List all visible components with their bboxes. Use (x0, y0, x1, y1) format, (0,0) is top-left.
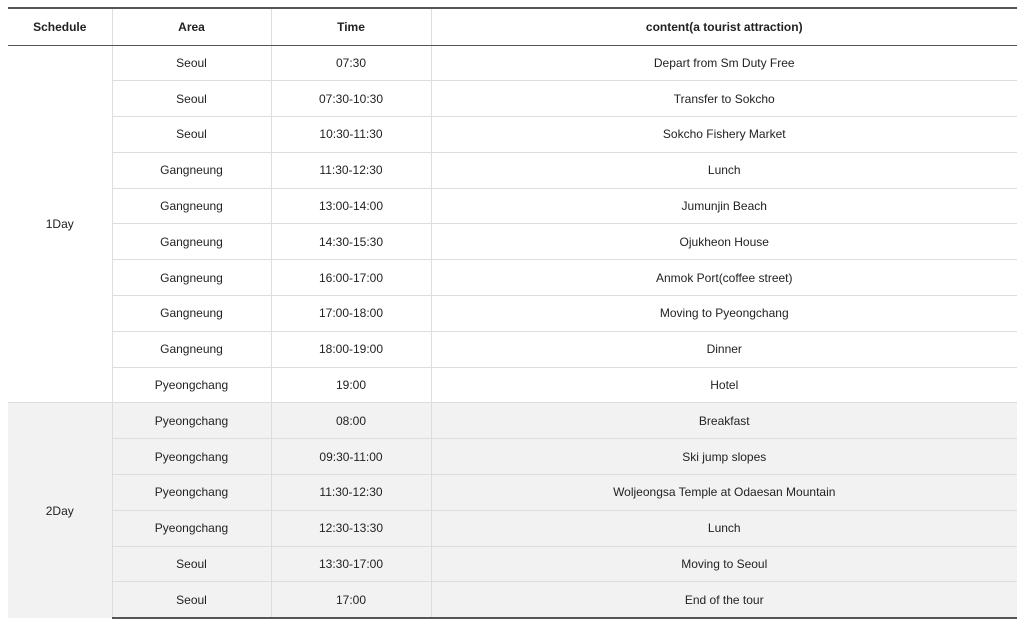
content-cell: Ski jump slopes (431, 439, 1017, 475)
area-cell: Gangneung (112, 331, 271, 367)
tour-schedule-table (8, 7, 1017, 619)
content-cell: Breakfast (431, 403, 1017, 439)
table-row (8, 546, 1017, 582)
day-group (8, 403, 1017, 618)
time-cell: 13:00-14:00 (271, 188, 431, 224)
header-area: Area (112, 8, 271, 45)
content-cell: Moving to Pyeongchang (431, 296, 1017, 332)
table-row (8, 224, 1017, 260)
time-cell: 18:00-19:00 (271, 331, 431, 367)
area-cell: Gangneung (112, 152, 271, 188)
time-cell: 19:00 (271, 367, 431, 403)
area-cell: Gangneung (112, 188, 271, 224)
content-cell: Anmok Port(coffee street) (431, 260, 1017, 296)
time-cell: 14:30-15:30 (271, 224, 431, 260)
table-row (8, 296, 1017, 332)
time-cell: 16:00-17:00 (271, 260, 431, 296)
time-cell: 11:30-12:30 (271, 152, 431, 188)
table-row (8, 439, 1017, 475)
area-cell: Seoul (112, 81, 271, 117)
area-cell: Pyeongchang (112, 510, 271, 546)
header-content: content(a tourist attraction) (431, 8, 1017, 45)
area-cell: Pyeongchang (112, 439, 271, 475)
area-cell: Seoul (112, 45, 271, 81)
table-row (8, 152, 1017, 188)
time-cell: 09:30-11:00 (271, 439, 431, 475)
content-cell: Lunch (431, 152, 1017, 188)
time-cell: 07:30-10:30 (271, 81, 431, 117)
content-cell: Dinner (431, 331, 1017, 367)
time-cell: 07:30 (271, 45, 431, 81)
table-row (8, 188, 1017, 224)
header-row (8, 8, 1017, 45)
day-label: 2Day (8, 403, 112, 618)
area-cell: Pyeongchang (112, 475, 271, 511)
content-cell: Lunch (431, 510, 1017, 546)
content-cell: Sokcho Fishery Market (431, 117, 1017, 153)
content-cell: Transfer to Sokcho (431, 81, 1017, 117)
time-cell: 17:00-18:00 (271, 296, 431, 332)
content-cell: End of the tour (431, 582, 1017, 618)
area-cell: Seoul (112, 582, 271, 618)
day-label: 1Day (45, 216, 74, 231)
content-cell: Depart from Sm Duty Free (431, 45, 1017, 81)
area-cell: Seoul (112, 546, 271, 582)
area-cell: Gangneung (112, 296, 271, 332)
time-cell: 12:30-13:30 (271, 510, 431, 546)
table-header (8, 8, 1017, 45)
table-row (8, 331, 1017, 367)
area-cell: Gangneung (112, 260, 271, 296)
table-row (8, 117, 1017, 153)
table-row (8, 475, 1017, 511)
table-row (8, 45, 1017, 81)
table-row (8, 582, 1017, 618)
area-cell: Pyeongchang (112, 403, 271, 439)
area-cell: Gangneung (112, 224, 271, 260)
time-cell: 13:30-17:00 (271, 546, 431, 582)
time-cell: 17:00 (271, 582, 431, 618)
content-cell: Jumunjin Beach (431, 188, 1017, 224)
table-row (8, 510, 1017, 546)
table-row (8, 260, 1017, 296)
table-row (8, 403, 1017, 439)
content-cell: Hotel (431, 367, 1017, 403)
area-cell: Seoul (112, 117, 271, 153)
content-cell: Moving to Seoul (431, 546, 1017, 582)
time-cell: 08:00 (271, 403, 431, 439)
header-time: Time (271, 8, 431, 45)
content-cell: Woljeongsa Temple at Odaesan Mountain (431, 475, 1017, 511)
time-cell: 10:30-11:30 (271, 117, 431, 153)
time-cell: 11:30-12:30 (271, 475, 431, 511)
header-schedule: Schedule (8, 8, 112, 45)
content-cell: Ojukheon House (431, 224, 1017, 260)
day-group (8, 45, 1017, 403)
table-row (8, 81, 1017, 117)
table-row (8, 367, 1017, 403)
area-cell: Pyeongchang (112, 367, 271, 403)
